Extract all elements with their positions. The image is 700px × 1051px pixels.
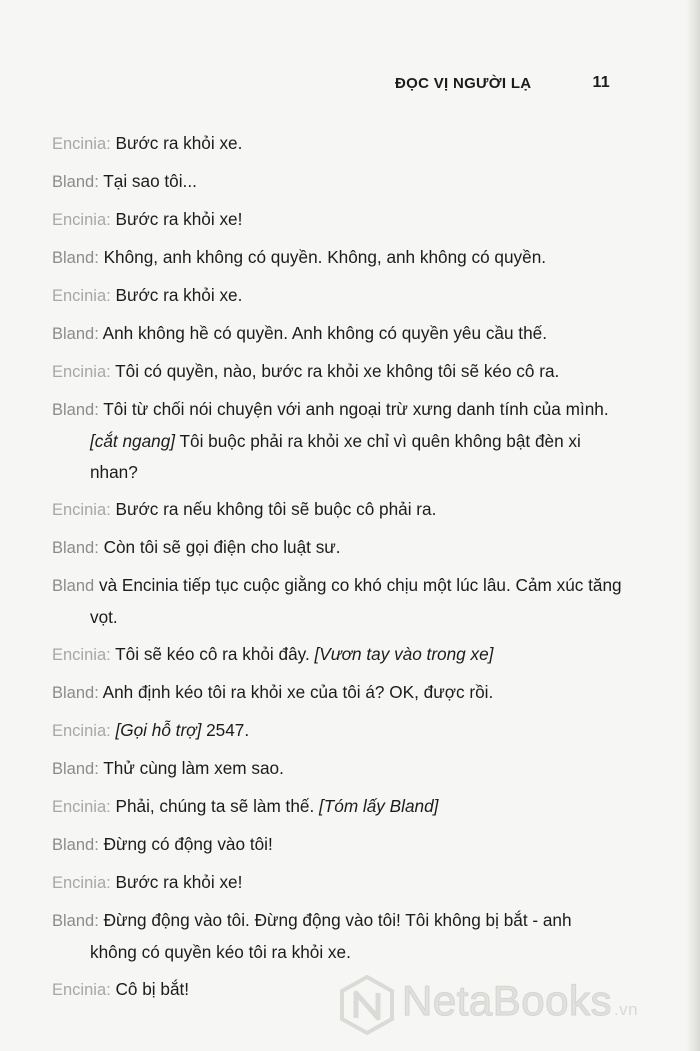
dialogue-line xyxy=(52,867,622,899)
speaker-label: Bland: xyxy=(52,684,99,702)
line-text: Bước ra khỏi xe. xyxy=(115,133,243,153)
speaker-label: Bland xyxy=(52,577,95,595)
dialogue-transcript xyxy=(52,128,622,1012)
stage-direction: [Vươn tay vào trong xe] xyxy=(314,644,494,664)
dialogue-line xyxy=(52,356,622,388)
speaker-label: Encinia: xyxy=(52,646,111,664)
speaker-label: Bland: xyxy=(52,760,99,778)
dialogue-line xyxy=(52,166,622,198)
watermark-brand xyxy=(402,977,638,1034)
speaker-label: Encinia: xyxy=(52,211,111,229)
dialogue-line xyxy=(52,639,622,671)
line-text: Đừng có động vào tôi! xyxy=(103,834,273,854)
line-text: Không, anh không có quyền. Không, anh không có quyền. xyxy=(103,247,547,267)
speaker-label: Bland: xyxy=(52,836,99,854)
line-text: Bước ra khỏi xe! xyxy=(115,209,243,229)
running-head xyxy=(395,72,610,94)
line-text: Thử cùng làm xem sao. xyxy=(103,758,284,778)
dialogue-line xyxy=(52,318,622,350)
speaker-label: Bland: xyxy=(52,401,99,419)
speaker-label: Bland: xyxy=(52,539,99,557)
dialogue-line xyxy=(52,494,622,526)
line-text: Tôi có quyền, nào, bước ra khỏi xe không tôi sẽ kéo cô ra. xyxy=(115,361,560,381)
dialogue-line xyxy=(52,394,622,488)
dialogue-line xyxy=(52,715,622,747)
dialogue-line xyxy=(52,204,622,236)
line-text: Tôi từ chối nói chuyện với anh ngoại trừ xưng danh tính của mình. xyxy=(103,399,609,419)
line-text: Phải, chúng ta sẽ làm thế. xyxy=(115,796,319,816)
stage-direction: [Gọi hỗ trợ] xyxy=(115,720,202,740)
line-text: Bước ra khỏi xe. xyxy=(115,285,243,305)
speaker-label: Bland: xyxy=(52,912,99,930)
dialogue-line xyxy=(52,829,622,861)
dialogue-line xyxy=(52,280,622,312)
speaker-label: Encinia: xyxy=(52,981,111,999)
speaker-label: Bland: xyxy=(52,325,99,343)
line-text: và Encinia tiếp tục cuộc giằng co khó chịu một lúc lâu. Cảm xúc tăng vọt. xyxy=(90,575,622,627)
dialogue-line xyxy=(52,242,622,274)
line-text: 2547. xyxy=(201,720,250,740)
page-number: 11 xyxy=(592,74,610,91)
line-text: Cô bị bắt! xyxy=(115,979,190,999)
speaker-label: Encinia: xyxy=(52,287,111,305)
dialogue-line xyxy=(52,532,622,564)
line-text: Tại sao tôi... xyxy=(103,171,197,191)
speaker-label: Bland: xyxy=(52,173,99,191)
speaker-label: Encinia: xyxy=(52,501,111,519)
speaker-label: Encinia: xyxy=(52,874,111,892)
netabooks-logo-icon xyxy=(338,974,396,1036)
watermark-brand-text: NetaBooks xyxy=(402,976,612,1024)
speaker-label: Encinia: xyxy=(52,798,111,816)
watermark xyxy=(338,972,688,1038)
line-text: Đừng động vào tôi. Đừng động vào tôi! Tôi không bị bắt - anh không có quyền kéo tôi ra khỏi xe. xyxy=(90,910,572,962)
line-text: Bước ra nếu không tôi sẽ buộc cô phải ra. xyxy=(115,499,437,519)
line-text: Tôi sẽ kéo cô ra khỏi đây. xyxy=(115,644,315,664)
dialogue-line xyxy=(52,905,622,968)
speaker-label: Encinia: xyxy=(52,722,111,740)
page-edge-shadow xyxy=(686,0,700,1051)
stage-direction: [Tóm lấy Bland] xyxy=(319,796,439,816)
speaker-label: Encinia: xyxy=(52,135,111,153)
line-text: Bước ra khỏi xe! xyxy=(115,872,243,892)
line-text: Anh định kéo tôi ra khỏi xe của tôi á? OK, được rồi. xyxy=(102,682,494,702)
narration-line xyxy=(52,570,622,633)
running-title: ĐỌC VỊ NGƯỜI LẠ xyxy=(395,74,532,92)
dialogue-line xyxy=(52,753,622,785)
stage-direction: [cắt ngang] xyxy=(90,431,176,451)
speaker-label: Encinia: xyxy=(52,363,111,381)
dialogue-line xyxy=(52,128,622,160)
speaker-label: Bland: xyxy=(52,249,99,267)
line-text: Anh không hề có quyền. Anh không có quyền yêu cầu thế. xyxy=(102,323,547,343)
dialogue-line xyxy=(52,677,622,709)
line-text: Còn tôi sẽ gọi điện cho luật sư. xyxy=(103,537,341,557)
line-text: Tôi buộc phải ra khỏi xe chỉ vì quên không bật đèn xi nhan? xyxy=(90,431,581,482)
watermark-suffix: .vn xyxy=(613,999,639,1019)
dialogue-line xyxy=(52,791,622,823)
